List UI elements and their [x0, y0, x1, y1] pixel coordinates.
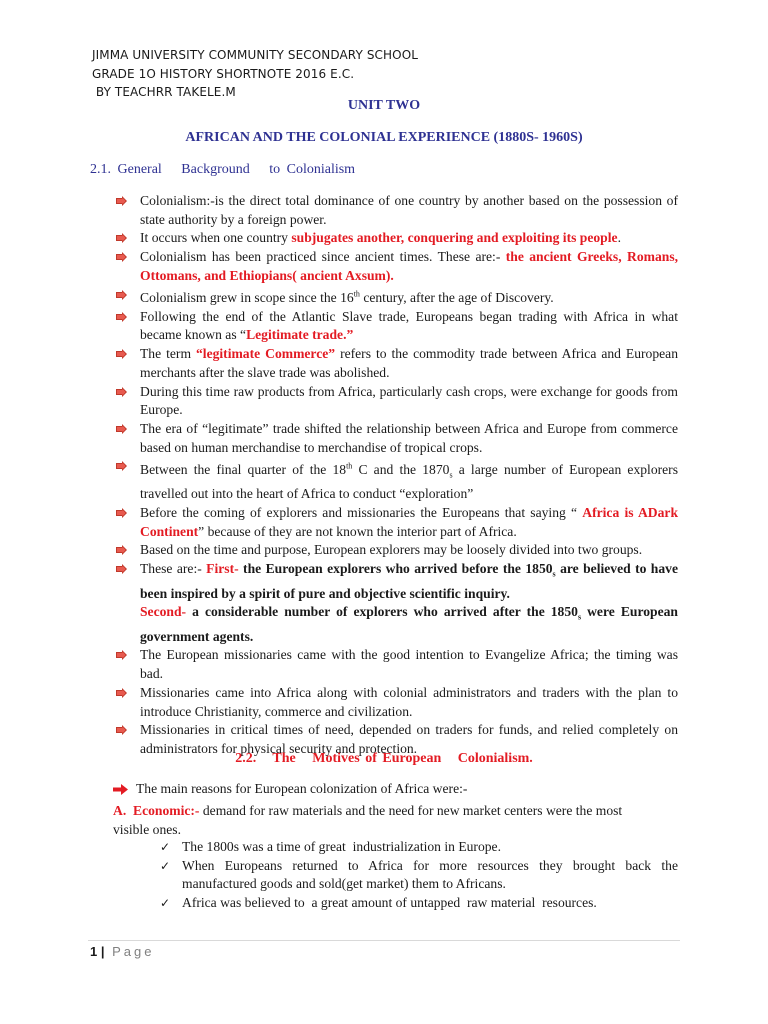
arrow-bullet-icon: [116, 233, 127, 243]
check-text: When Europeans returned to Africa for more resources they brought back the manufactured goods and sold(get market) them to Africans.: [182, 857, 682, 892]
unit-title: UNIT TWO: [347, 98, 421, 113]
right-arrow-icon: [113, 784, 128, 795]
bullet-text: Following the end of the Atlantic Slave trade, Europeans began trading with Africa in what became known as “Legitimate trade.”: [140, 308, 678, 343]
economic-label: A. Economic:-: [113, 803, 200, 818]
check-list: [160, 838, 682, 912]
course-title: GRADE 1O HISTORY SHORTNOTE 2016 E.C.: [92, 67, 355, 81]
bullet-list: [116, 192, 678, 759]
check-text: The 1800s was a time of great industrialization in Europe.: [182, 839, 501, 854]
check-item: [160, 894, 678, 913]
section-heading: 2.1. General Background to Colonialism: [90, 162, 356, 177]
check-text: Africa was believed to a great amount of untapped raw material resources.: [182, 894, 597, 910]
arrow-bullet-icon: [116, 650, 127, 660]
bullet-text: Between the final quarter of the 18th C and the $1870_s$ a large number of European explorers travelled out into the heart of Africa to conduct “exploration”: [140, 461, 678, 502]
bullet-item: [116, 560, 678, 646]
bullet-text: Colonialism grew in scope since the 16th century, after the age of Discovery.: [140, 289, 554, 306]
bullet-text: Missionaries came into Africa along with colonial administrators and traders with the plan to introduce Christianity, commerce and civilization.: [140, 684, 678, 719]
arrow-bullet-icon: [116, 196, 127, 206]
arrow-bullet-icon: [116, 387, 127, 397]
arrow-bullet-icon: [116, 312, 127, 322]
arrow-bullet-icon: [116, 424, 127, 434]
bullet-text: These are:- First- the European explorers who arrived before the $1850_s$ are believed to have been inspired by a spirit of pure and objective scientific inquiry. Second- a considerable number of explorers who arrived after the $1850_s$ were European government agents.: [140, 561, 678, 644]
chapter-title: AFRICAN AND THE COLONIAL EXPERIENCE (1880S- 1960S): [185, 130, 583, 145]
bullet-item: [116, 308, 678, 345]
bullet-item: [116, 504, 678, 541]
arrow-bullet-icon: [116, 545, 127, 555]
bullet-text: Colonialism:-is the direct total dominance of one country by another based on the possession of state authority by a foreign power.: [140, 193, 678, 227]
footer-separator: |: [100, 944, 105, 959]
page-word: Page: [112, 944, 155, 959]
footer-divider: [88, 940, 680, 941]
checkmark-icon: ✓: [160, 895, 171, 910]
arrow-bullet-icon: [116, 290, 127, 300]
bullet-item: [116, 286, 678, 308]
economic-text: demand for raw materials and the need for new market centers were the most visible ones.: [113, 803, 623, 837]
page-number: 1: [90, 944, 98, 959]
bullet-text: During this time raw products from Africa, particularly cash crops, were exchange for goods from Europe.: [140, 383, 678, 418]
arrow-bullet-icon: [116, 688, 127, 698]
bullet-item: [116, 345, 678, 382]
bullet-item: [116, 684, 678, 721]
arrow-bullet-icon: [116, 252, 127, 262]
bullet-text: Missionaries in critical times of need, depended on traders for funds, and relied completely on administrators for physical security and protection.: [140, 722, 678, 756]
bullet-item: [116, 192, 678, 229]
bullet-item: [116, 383, 678, 420]
page-footer: [90, 944, 155, 959]
bullet-text: Before the coming of explorers and missionaries the Europeans that saying “ Africa is ADark Continent” because of they are not known the interior part of Africa.: [140, 505, 679, 539]
bullet-text: Based on the time and purpose, European explorers may be loosely divided into two groups.: [140, 542, 643, 558]
motives-heading: 2.2. The Motives of European Colonialism.: [235, 751, 533, 766]
arrow-bullet-icon: [116, 461, 127, 471]
arrow-bullet-icon: [116, 508, 127, 518]
author-line: BY TEACHRR TAKELE.M: [92, 85, 236, 99]
bullet-item: [116, 229, 678, 248]
bullet-item: [116, 248, 678, 285]
bullet-text: It occurs when one country subjugates another, conquering and exploiting its people.: [140, 230, 621, 246]
bullet-item: [116, 541, 678, 560]
checkmark-icon: ✓: [160, 858, 171, 873]
bullet-text: The term “legitimate Commerce” refers to the commodity trade between Africa and European merchants after the slave trade was abolished.: [140, 346, 679, 380]
bullet-text: The era of “legitimate” trade shifted the relationship between Africa and Europe from commerce based on human merchandise to merchandise of tropical crops.: [140, 420, 678, 455]
arrow-bullet-icon: [116, 725, 127, 735]
arrow-bullet-icon: [116, 564, 127, 574]
bullet-item: [116, 457, 678, 504]
bullet-text: Colonialism has been practiced since ancient times. These are:- the ancient Greeks, Romans, Ottomans, and Ethiopians( ancient Axsum).: [140, 249, 679, 283]
check-item: [160, 857, 682, 894]
arrow-bullet-icon: [116, 349, 127, 359]
main-reasons-text: The main reasons for European colonization of Africa were:-: [136, 781, 468, 796]
school-name: JIMMA UNIVERSITY COMMUNITY SECONDARY SCHOOL: [92, 48, 419, 62]
economic-item: [113, 801, 658, 839]
bullet-text: The European missionaries came with the good intention to Evangelize Africa; the timing was bad.: [140, 647, 678, 682]
check-item: [160, 838, 678, 857]
bullet-item: [116, 420, 678, 457]
checkmark-icon: ✓: [160, 840, 171, 854]
bullet-item: [116, 646, 678, 683]
